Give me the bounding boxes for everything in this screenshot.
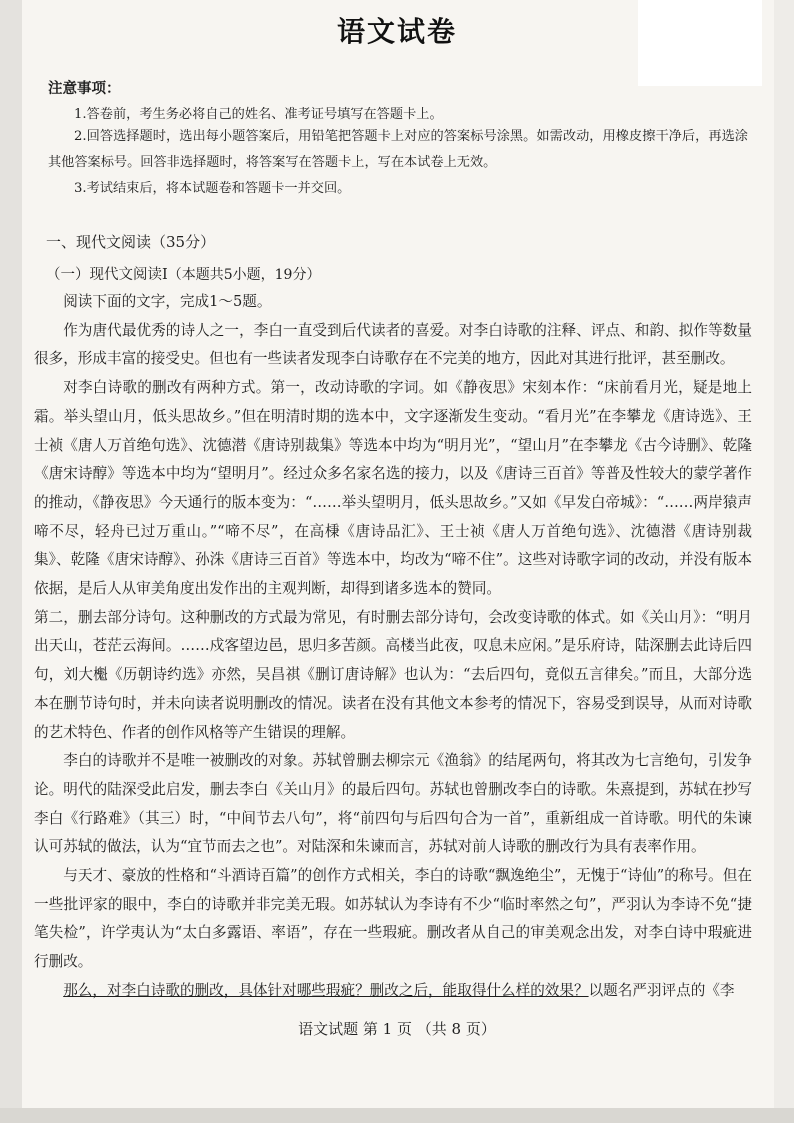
passage-paragraph-2: 对李白诗歌的删改有两种方式。第一，改动诗歌的字词。如《静夜思》宋刻本作：“床前看月光，疑是地上霜。举头望山月，低头思故乡。”但在明清时期的选本中，文字逐渐发生变动。“看月光”在李攀龙《唐诗选》、王士祯《唐人万首绝句选》、沈德潜《唐诗别裁集》等选本中均为“明月光”，“望山月”在李攀龙《古今诗删》、乾隆《唐宋诗醇》等选本中均为“望明月”。经过众多名家名选的接力，以及《唐诗三百首》等普及性较大的蒙学著作的推动，《静夜思》今天通行的版本变为：“……举头望明月，低头思故乡。”又如《早发白帝城》：“……两岸猿声啼不尽，轻舟已过万重山。”“啼不尽”，在高棅《唐诗品汇》、王士祯《唐人万首绝句选》、沈德潜《唐诗别裁集》、乾隆《唐宋诗醇》、孙洙《唐诗三百首》等选本中，均改为“啼不住”。这些对诗歌字词的改动，并没有版本依据，是后人从审美角度出发作出的主观判断，却得到诸多选本的赞同。 (34, 379, 752, 598)
subsection-name: （一）现代文阅读Ⅰ (46, 267, 168, 283)
subsection-note: （本题共5小题，19分） (167, 267, 321, 283)
page-footer: 语文试题 第 1 页 （共 8 页） (298, 1020, 496, 1038)
subsection-title (46, 263, 320, 284)
exam-title: 语文试卷 (336, 15, 457, 48)
scan-left-edge (0, 0, 24, 1123)
notice-item-2: 2.回答选择题时，选出每小题答案后，用铅笔把答题卡上对应的答案标号涂黑。如需改动，用橡皮擦干净后，再选涂其他答案标号。回答非选择题时，将答案写在答题卡上，写在本试卷上无效。 (48, 129, 748, 170)
notice-item-1: 1.答卷前，考生务必将自己的姓名、准考证号填写在答题卡上。 (74, 107, 443, 122)
passage-paragraph-4: 李白的诗歌并不是唯一被删改的对象。苏轼曾删去柳宗元《渔翁》的结尾两句，将其改为七言绝句，引发争论。明代的陆深受此启发，删去李白《关山月》的最后四句。苏轼也曾删改李白的诗歌。朱熹提到，苏轼在抄写李白《行路难》（其三）时，“中间节去八句”，将“前四句与后四句合为一首”，重新组成一首诗歌。明代的朱谏认可苏轼的做法，认为“宜节而去之也”。对陆深和朱谏而言，苏轼对前人诗歌的删改行为具有表率作用。 (34, 752, 752, 856)
passage-paragraph-5: 与天才、豪放的性格和“斗酒诗百篇”的创作方式相关，李白的诗歌“飘逸绝尘”，无愧于“诗仙”的称号。但在一些批评家的眼中，李白的诗歌并非完美无瑕。如苏轼认为李诗有不少“临时率然之句”，严羽认为李诗不免“捷笔失检”，许学夷认为“太白多露语、率语”，存在一些瑕疵。删改者从自己的审美观念出发，对李白诗中瑕疵进行删改。 (34, 867, 752, 971)
underlined-question: 那么，对李白诗歌的删改，具体针对哪些瑕疵？删改之后，能取得什么样的效果？ (63, 981, 589, 999)
passage-paragraph-6 (34, 977, 752, 1006)
notice-heading: 注意事项： (48, 80, 121, 97)
notice-item-3: 3.考试结束后，将本试题卷和答题卡一并交回。 (74, 181, 351, 196)
paragraph-continuation: 以题名严羽评点的《李 (588, 981, 735, 999)
reading-instruction: 阅读下面的文字，完成1～5题。 (63, 293, 272, 310)
section-title: 一、现代文阅读（35分） (46, 233, 216, 251)
reading-passage (34, 288, 752, 1006)
passage-paragraph-3: 第二，删去部分诗句。这种删改的方式最为常见，有时删去部分诗句，会改变诗歌的体式。如《关山月》：“明月出天山，苍茫云海间。……戍客望边邑，思归多苦颜。高楼当此夜，叹息未应闲。”是乐府诗，陆深删去此诗后四句，刘大櫆《历朝诗约选》亦然，吴昌祺《删订唐诗解》也认为：“去后四句，竟似五言律矣。”而且，大部分选本在删节诗句时，并未向读者说明删改的情况。读者在没有其他文本参考的情况下，容易受到误导，从而对诗歌的艺术特色、作者的创作风格等产生错误的理解。 (34, 608, 752, 741)
passage-paragraph-1: 作为唐代最优秀的诗人之一，李白一直受到后代读者的喜爱。对李白诗歌的注释、评点、和韵、拟作等数量很多，形成丰富的接受史。但也有一些读者发现李白诗歌存在不完美的地方，因此对其进行批评，甚至删改。 (34, 321, 752, 368)
scan-bottom-edge (0, 1108, 794, 1123)
